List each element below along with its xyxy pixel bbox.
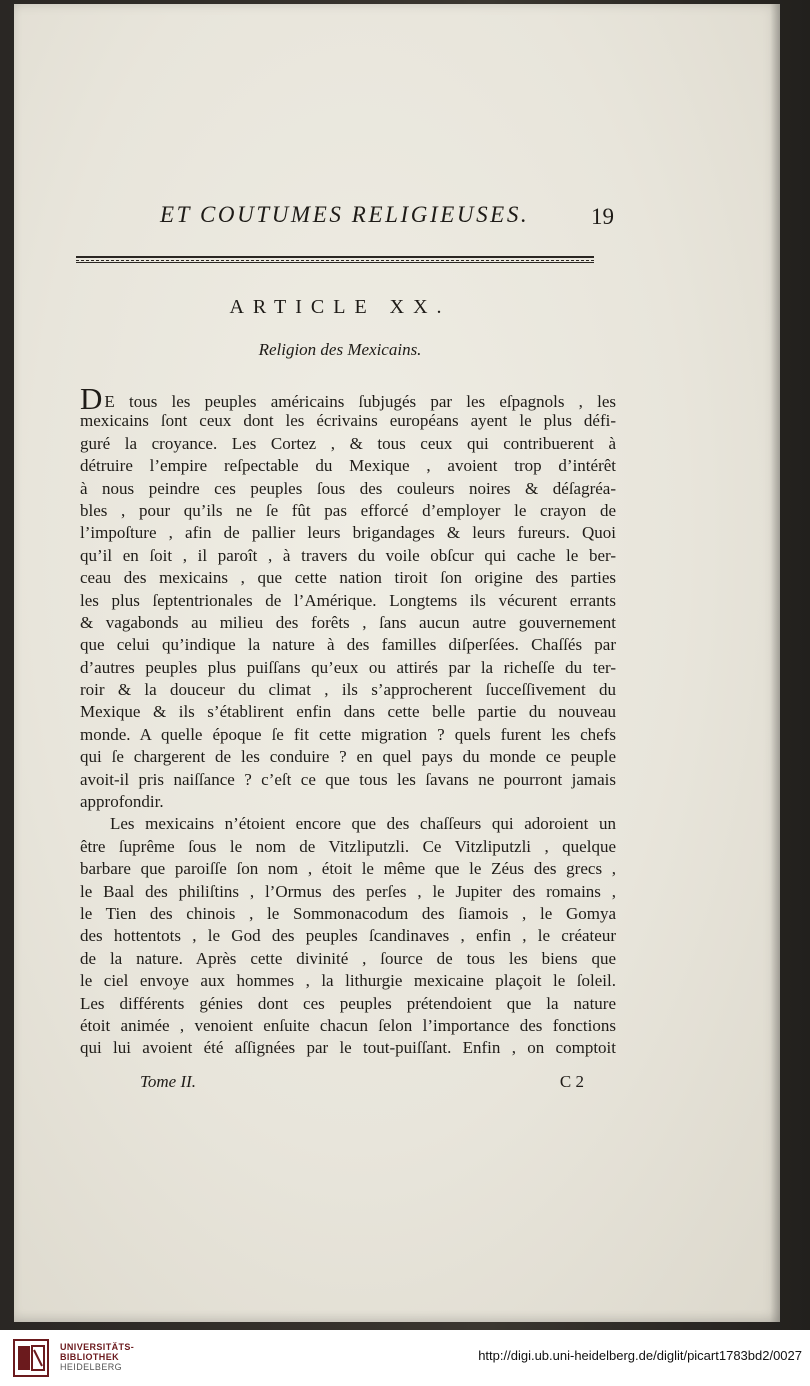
library-name-line: BIBLIOTHEK [60, 1352, 119, 1362]
text-line: & vagabonds au milieu des forêts , ſans aucun autre gouvernement [80, 612, 616, 632]
page-number: 19 [591, 204, 614, 229]
text-line: bles , pour qu’ils ne ſe fût pas efforcé d’employer le crayon de [80, 500, 616, 520]
running-title: ET COUTUMES RELIGIEUSES. [160, 202, 530, 227]
text-line [80, 381, 616, 416]
text-line: guré la croyance. Les Cortez , & tous ceux qui contribuerent à [80, 433, 616, 453]
text-line: étoit animée , venoient enſuite chacun ſelon l’importance des fonctions [80, 1015, 616, 1035]
library-name-line: UNIVERSITÄTS- [60, 1342, 135, 1352]
signature-mark: C 2 [559, 1072, 584, 1091]
text-line: avoit-il pris naiſſance ? c’eſt ce que tous les ſavans ne pourront jamais [80, 769, 616, 789]
library-name [60, 1342, 134, 1372]
text-line: monde. A quelle époque ſe fit cette migration ? quels furent les chefs [80, 724, 616, 744]
article-subtitle: Religion des Mexicains. [258, 340, 422, 359]
text-line: que celui qu’indique la nature à des familles diſperſées. Chaſſés par [80, 635, 616, 655]
text-line: d’autres peuples plus puiſſans qu’eux ou attirés par la richeſſe du ter- [80, 657, 616, 677]
text-line: qui lui avoient été aſſignées par le tout-puiſſant. Enfin , on comptoit [80, 1038, 616, 1058]
text-line: les plus ſeptentrionales de l’Amérique. Longtems ils vécurent errants [80, 590, 616, 610]
header-rule [76, 256, 594, 263]
text-line: le Baal des philiſtins , l’Ormus des perſes , le Jupiter des romains , [80, 881, 616, 901]
text-line: Les différents génies dont ces peuples prétendoient que la nature [80, 993, 616, 1013]
text-line-content: E tous les peuples américains ſubjugés par les eſpagnols , les [104, 392, 616, 411]
body-text [80, 381, 616, 1060]
text-line: qui ſe chargerent de les conduire ? en quel pays du monde ce peuple [80, 747, 616, 767]
text-line: roir & la douceur du climat , ils s’approcherent ſucceſſivement du [80, 680, 616, 700]
library-logo-icon [10, 1336, 52, 1380]
text-line: à nous peindre ces peuples ſous des couleurs noires & déſagréa- [80, 478, 616, 498]
source-url-link[interactable]: http://digi.ub.uni-heidelberg.de/diglit/picart1783bd2/0027 [478, 1348, 802, 1363]
running-head [160, 202, 614, 236]
archive-bar [0, 1330, 810, 1386]
volume-label: Tome II. [140, 1072, 197, 1091]
text-line: détruire l’empire reſpectable du Mexique , avoient trop d’intérêt [80, 456, 616, 476]
dropcap: D [80, 381, 103, 416]
text-line: des hottentots , le God des peuples ſcandinaves , enfin , le créateur [80, 926, 616, 946]
text-line: être ſuprême ſous le nom de Vitzliputzli. Ce Vitzliputzli , quelque [80, 836, 616, 856]
page-footer [140, 1072, 600, 1096]
text-line: barbare que paroiſſe ſon nom , étoit le même que le Zéus des grecs , [80, 859, 616, 879]
text-line: Les mexicains n’étoient encore que des chaſſeurs qui adoroient un [110, 814, 616, 834]
text-line: l’impoſture , afin de pallier leurs brigandages & leurs fureurs. Quoi [80, 523, 616, 543]
text-line: mexicains ſont ceux dont les écrivains européans ayent le plus défi- [80, 411, 616, 431]
library-city: HEIDELBERG [60, 1362, 123, 1372]
text-line: approfondir. [80, 792, 164, 812]
text-line: de la nature. Après cette divinité , ſource de tous les biens que [80, 948, 616, 968]
text-line: le Tien des chinois , le Sommonacodum des ſiamois , le Gomya [80, 903, 616, 923]
text-line: ceau des mexicains , que cette nation tiroit ſon origine des parties [80, 568, 616, 588]
text-line: qu’il en ſoit , il paroît , à travers du voile obſcur qui cache le ber- [80, 545, 616, 565]
text-line: le ciel envoye aux hommes , la lithurgie mexicaine plaçoit le ſoleil. [80, 971, 616, 991]
text-line: Mexique & ils s’établirent enfin dans cette belle partie du nouveau [80, 702, 616, 722]
article-heading: ARTICLE XX. [229, 296, 451, 318]
